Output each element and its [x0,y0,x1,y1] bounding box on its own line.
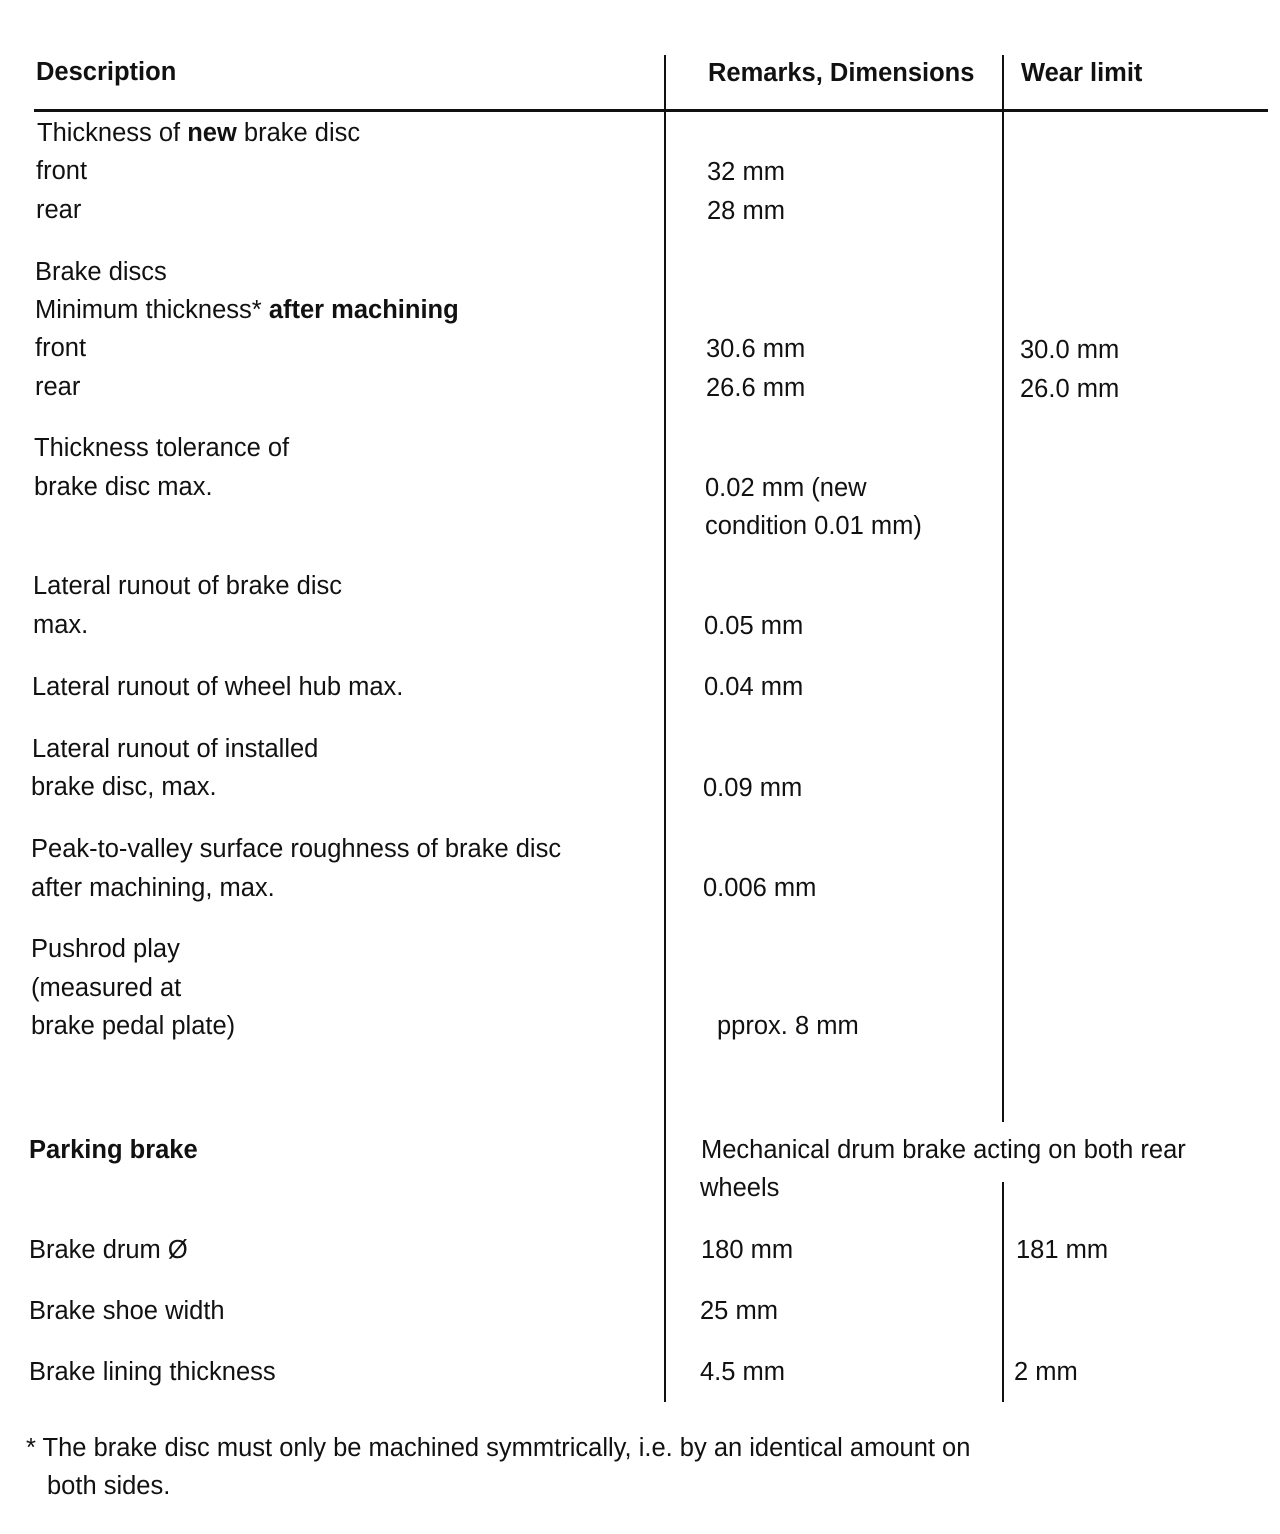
roughness-value: 0.006 mm [703,874,817,902]
drum-label: Brake drum Ø [29,1236,188,1264]
drum-wear: 181 mm [1016,1236,1109,1264]
runout-disc-label-1: Lateral runout of brake disc [33,572,343,600]
tolerance-value-2: condition 0.01 mm) [705,512,922,540]
pushrod-label-1: Pushrod play [31,935,180,963]
shoe-width-value: 25 mm [700,1297,778,1325]
column-divider-2-lower [1002,1182,1004,1402]
header-remarks: Remarks, Dimensions [708,59,975,87]
runout-installed-label-2: brake disc, max. [31,773,217,801]
tolerance-label-2: brake disc max. [34,473,213,501]
shoe-width-label: Brake shoe width [29,1297,225,1325]
discs-front-label: front [35,334,87,362]
drum-value: 180 mm [701,1236,794,1264]
new-disc-front-label: front [36,157,88,185]
column-divider-1 [664,55,666,1402]
discs-subtitle: Minimum thickness* after machining [35,296,459,324]
roughness-label-2: after machining, max. [31,874,275,902]
discs-rear-wear: 26.0 mm [1020,375,1120,403]
runout-disc-value: 0.05 mm [704,612,804,640]
discs-rear-value: 26.6 mm [706,374,806,402]
pushrod-label-3: brake pedal plate) [31,1012,236,1040]
pushrod-label-2: (measured at [31,974,182,1002]
runout-hub-label: Lateral runout of wheel hub max. [32,673,404,701]
parking-brake-value-2: wheels [700,1174,780,1202]
header-rule [34,109,1268,112]
pushrod-value: pprox. 8 mm [717,1012,859,1040]
header-wear-limit: Wear limit [1021,59,1143,87]
footnote-line-1: * The brake disc must only be machined symmtrically, i.e. by an identical amount on [26,1434,971,1462]
tolerance-value-1: 0.02 mm (new [705,474,867,502]
lining-wear: 2 mm [1014,1358,1078,1386]
roughness-label-1: Peak-to-valley surface roughness of brake disc [31,835,562,863]
lining-label: Brake lining thickness [29,1358,276,1386]
footnote-line-2: both sides. [47,1472,171,1500]
header-description: Description [36,58,177,86]
tolerance-label-1: Thickness tolerance of [34,434,290,462]
new-disc-front-value: 32 mm [707,158,785,186]
discs-rear-label: rear [35,373,81,401]
column-divider-2-upper [1002,55,1004,1122]
discs-front-wear: 30.0 mm [1020,336,1120,364]
lining-value: 4.5 mm [700,1358,786,1386]
runout-installed-value: 0.09 mm [703,774,803,802]
runout-disc-label-2: max. [33,611,89,639]
discs-front-value: 30.6 mm [706,335,806,363]
parking-brake-value-1: Mechanical drum brake acting on both rear [701,1136,1186,1164]
discs-title: Brake discs [35,258,167,286]
new-disc-rear-value: 28 mm [707,197,785,225]
new-disc-title: Thickness of new brake disc [37,119,361,147]
new-disc-rear-label: rear [36,196,82,224]
runout-installed-label-1: Lateral runout of installed [32,735,319,763]
runout-hub-value: 0.04 mm [704,673,804,701]
parking-brake-title: Parking brake [29,1136,198,1164]
